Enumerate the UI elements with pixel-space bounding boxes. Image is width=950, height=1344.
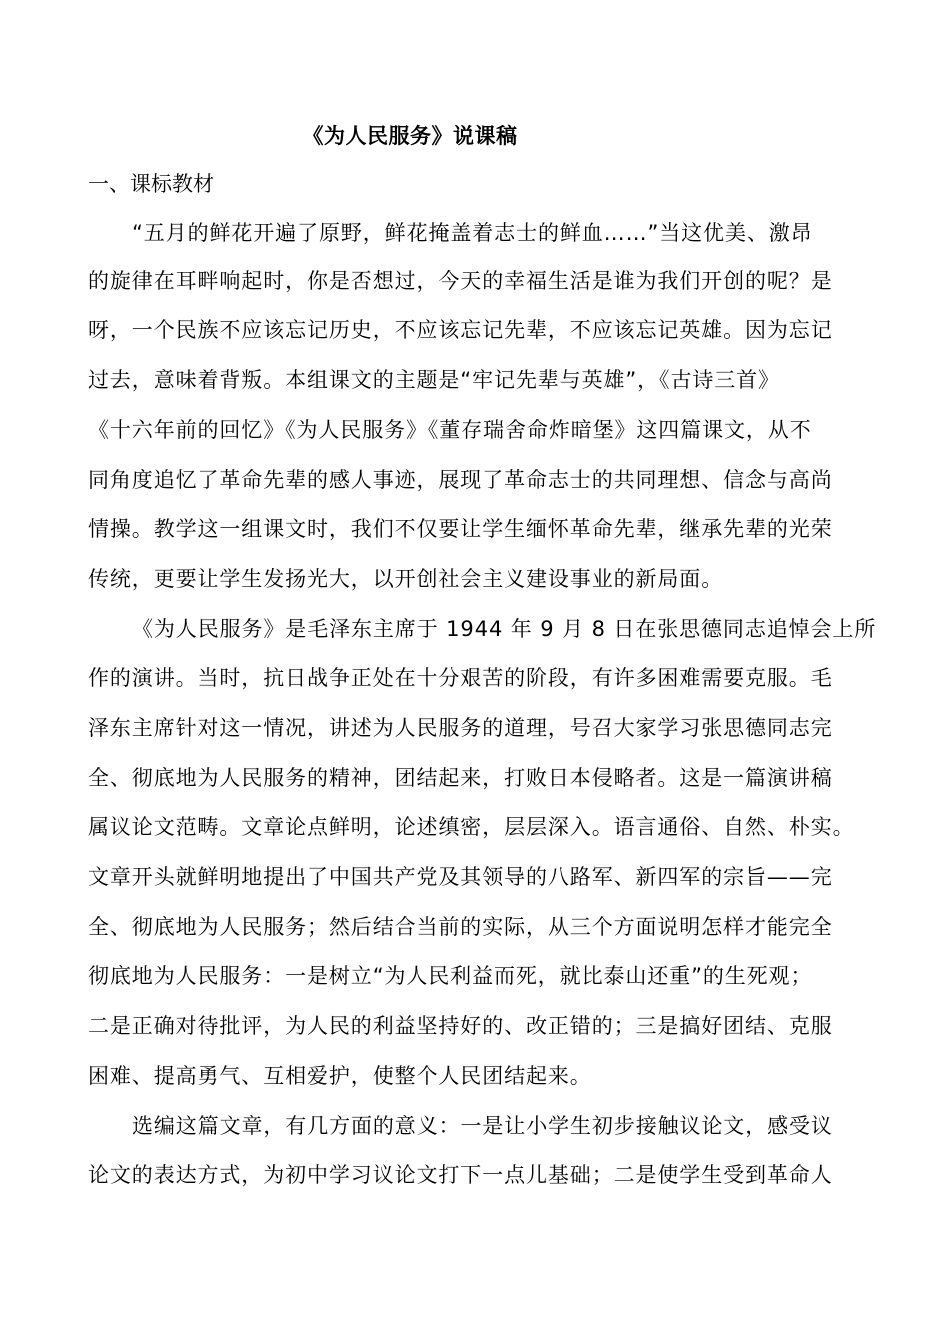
paragraph-line: 彻底地为人民服务：一是树立“为人民利益而死，就比泰山还重”的生死观； (88, 964, 813, 988)
paragraph-line: 作的演讲。当时，抗日战争正处在十分艰苦的阶段，有许多困难需要克服。毛 (88, 666, 833, 690)
paragraph-line: 二是正确对待批评，为人民的利益坚持好的、改正错的；三是搞好团结、克服 (88, 1014, 833, 1038)
paragraph-line: 呀，一个民族不应该忘记历史，不应该忘记先辈，不应该忘记英雄。因为忘记 (88, 318, 833, 342)
paragraph-line: 论文的表达方式，为初中学习议论文打下一点儿基础；二是使学生受到革命人 (88, 1163, 833, 1187)
paragraph-line: “五月的鲜花开遍了原野，鲜花掩盖着志士的鲜血……”当这优美、激昂 (132, 221, 813, 245)
paragraph-line: 《十六年前的回忆》《为人民服务》《董存瑞舍命炸暗堡》这四篇课文，从不 (88, 418, 812, 442)
paragraph-line: 困难、提高勇气、互相爱护，使整个人民团结起来。 (88, 1064, 592, 1088)
document-title: 《为人民服务》说课稿 (302, 124, 518, 148)
paragraph-line: 同角度追忆了革命先辈的感人事迹，展现了革命志士的共同理想、信念与高尚 (88, 468, 833, 492)
paragraph-line: 《为人民服务》是毛泽东主席于 1944 年 9 月 8 日在张思德同志追悼会上所 (132, 617, 877, 641)
paragraph-line: 选编这篇文章，有几方面的意义：一是让小学生初步接触议论文，感受议 (132, 1114, 833, 1138)
paragraph-line: 情操。教学这一组课文时，我们不仅要让学生缅怀革命先辈，继承先辈的光荣 (88, 517, 833, 541)
paragraph-line: 全、彻底地为人民服务；然后结合当前的实际，从三个方面说明怎样才能完全 (88, 915, 833, 939)
paragraph-line: 泽东主席针对这一情况，讲述为人民服务的道理，号召大家学习张思德同志完 (88, 716, 833, 740)
paragraph-line: 全、彻底地为人民服务的精神，团结起来，打败日本侵略者。这是一篇演讲稿 (88, 766, 833, 790)
paragraph-line: 文章开头就鲜明地提出了中国共产党及其领导的八路军、新四军的宗旨——完 (88, 865, 833, 889)
section-heading: 一、课标教材 (88, 172, 214, 196)
paragraph-line: 属议论文范畴。文章论点鲜明，论述缜密，层层深入。语言通俗、自然、朴实。 (88, 815, 855, 839)
paragraph-line: 的旋律在耳畔响起时，你是否想过，今天的幸福生活是谁为我们开创的呢？是 (88, 269, 833, 293)
paragraph-line: 传统，更要让学生发扬光大，以开创社会主义建设事业的新局面。 (88, 567, 724, 591)
paragraph-line: 过去，意味着背叛。本组课文的主题是“牢记先辈与英雄”，《古诗三首》 (88, 368, 780, 392)
